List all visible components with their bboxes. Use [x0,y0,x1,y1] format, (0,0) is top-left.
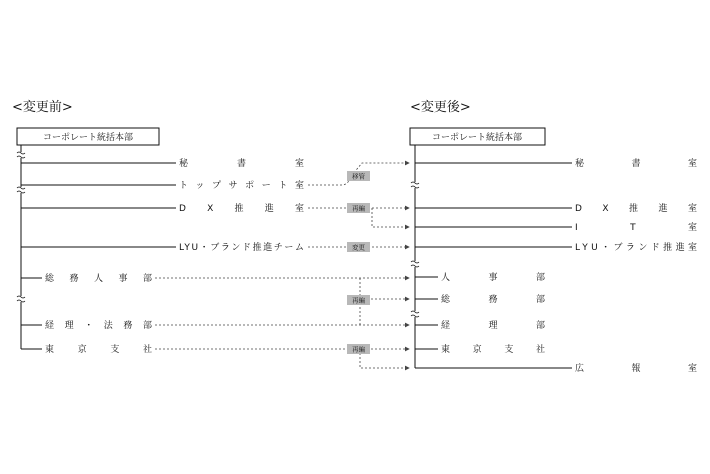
before-root-box [17,128,159,145]
after-branches [415,163,572,368]
before-unit-lyu: LYU・ブランド推進チーム [179,243,304,253]
after-unit-accounting: 経理部 [441,321,545,331]
before-unit-top-support: トップサポート室 [179,181,304,191]
before-unit-general-hr: 総務人事部 [45,274,152,284]
after-unit-it: IT室 [575,223,697,233]
badge-rename-label: 変更 [352,243,365,252]
after-unit-hr: 人事部 [441,273,545,283]
before-unit-tokyo: 東京支社 [45,345,152,355]
badge-reorg-hr [347,295,370,305]
badge-reorg-tokyo-label: 再編 [352,345,365,354]
badge-move-label: 移管 [352,172,365,181]
before-unit-accounting-legal: 経理・法務部 [45,321,152,331]
after-heading: <変更後> [410,100,471,115]
after-unit-lyu: LYU・ブランド推進室 [575,243,697,253]
before-heading: <変更前> [12,100,73,115]
badge-reorg-dx [347,203,370,213]
badge-reorg-hr-label: 再編 [352,296,365,305]
before-root-label: コーポレート統括本部 [42,133,134,143]
after-root-box [410,128,545,145]
after-unit-general-affairs: 総務部 [441,295,545,305]
before-unit-dx: DX推進室 [179,204,304,214]
after-root-label: コーポレート統括本部 [431,133,523,143]
badge-rename [347,242,370,252]
after-unit-dx: DX推進室 [575,204,697,214]
after-unit-tokyo: 東京支社 [441,345,545,355]
connector-hr [155,278,409,325]
before-unit-secretary: 秘書室 [179,159,304,169]
after-unit-secretary: 秘書室 [575,159,697,169]
connector-tokyo [155,349,409,368]
badge-move [347,171,370,181]
after-unit-pr: 広報室 [575,364,697,374]
badge-reorg-dx-label: 再編 [352,204,365,213]
badge-reorg-tokyo [347,344,370,354]
